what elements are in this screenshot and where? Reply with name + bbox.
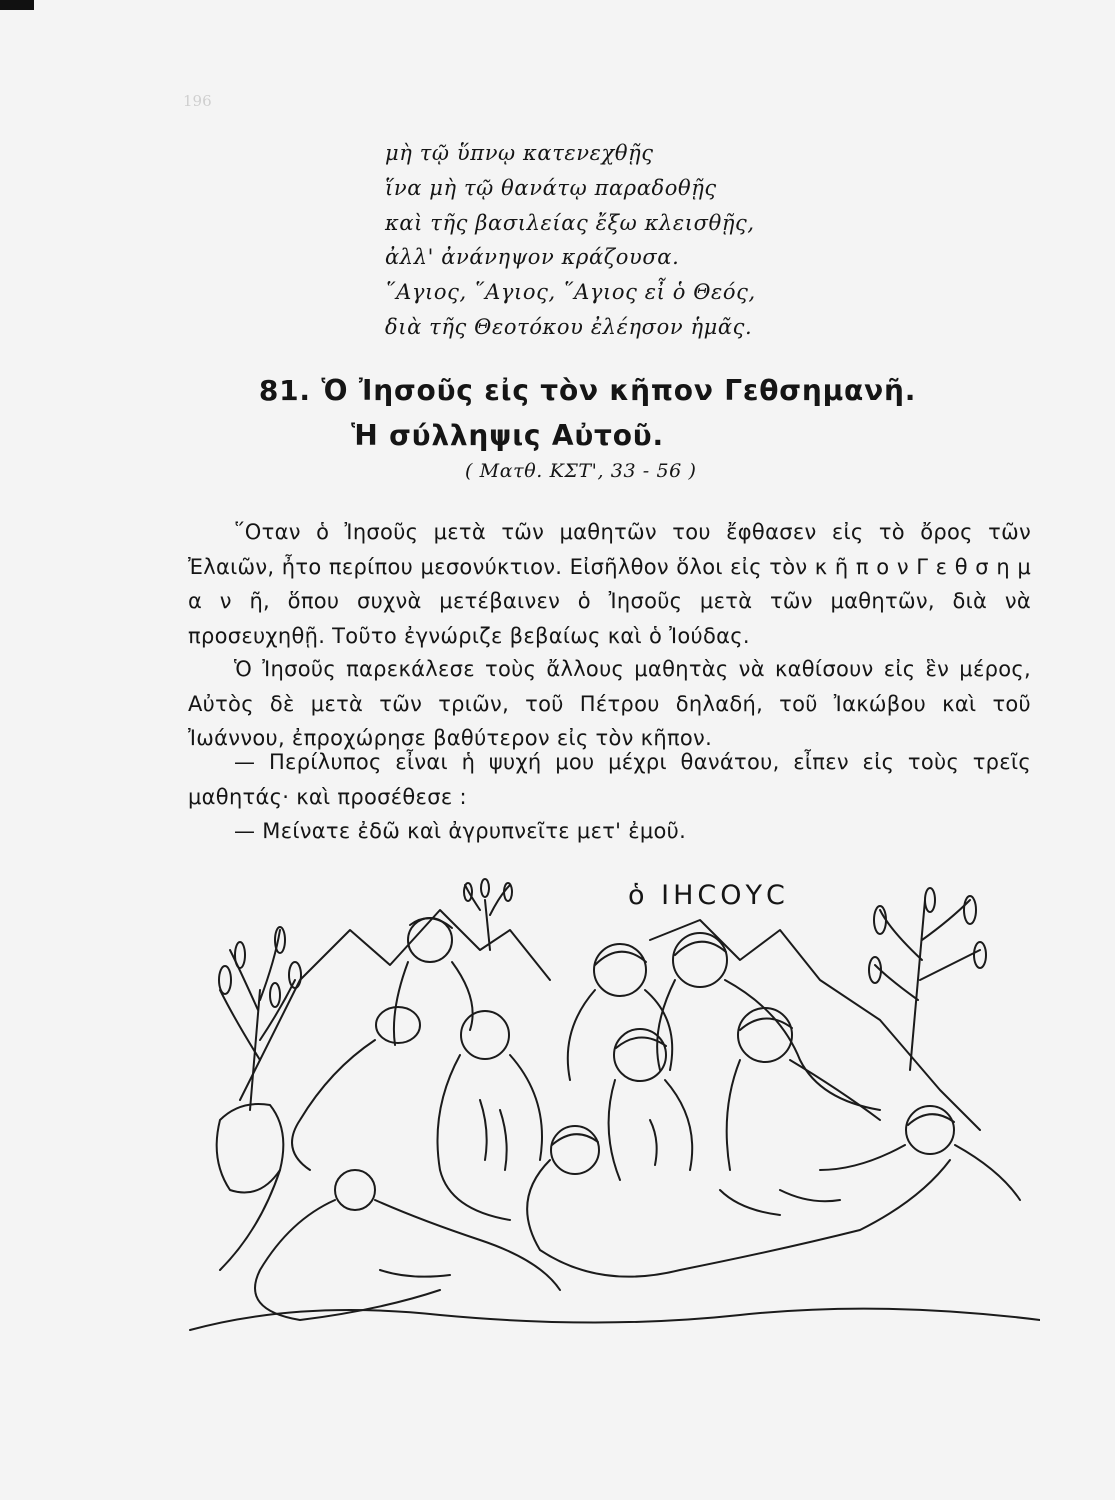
page-number: 196 (183, 92, 212, 110)
poem-line: διὰ τῆς Θεοτόκου ἐλέησον ἡμᾶς. (385, 314, 753, 339)
poem-line: καὶ τῆς βασιλείας ἔξω κλεισθῇς, (385, 210, 755, 235)
paragraph-2: Ὁ Ἰησοῦς παρεκάλεσε τοὺς ἄλλους μαθητὰς νὰ καθίσουν εἰς ἓν μέρος, Αὐτὸς δὲ μετὰ τῶν τριῶν, τοῦ Πέτρου δηλαδή, τοῦ Ἰακώβου καὶ τοῦ Ἰωάννου, ἐπροχώρησε βαθύτερον εἰς τὸν κῆπον. (188, 657, 1031, 750)
section-title: 81. Ὁ Ἰησοῦς εἰς τὸν κῆπον Γεθσημανῆ. (258, 374, 917, 407)
section-subtitle: Ἡ σύλληψις Αὐτοῦ. (351, 419, 664, 452)
poem-line: μὴ τῷ ὕπνῳ κατενεχθῇς (385, 141, 654, 165)
sleeping-disciples-drawing (180, 870, 1040, 1370)
dialogue-line-2: — Μείνατε ἐδῶ καὶ ἀγρυπνεῖτε μετ' ἐμοῦ. (234, 819, 687, 843)
poem-line: ἀλλ' ἀνάνηψον κράζουσα. (385, 245, 680, 270)
dialogue-line-1: — Περίλυπος εἶναι ἡ ψυχή μου μέχρι θανάτου, εἶπεν εἰς τοὺς τρεῖς μαθητάς· καὶ προσέθεσε : (188, 750, 1031, 809)
scripture-reference: ( Ματθ. ΚΣΤ', 33 - 56 ) (465, 460, 697, 482)
poem-line: ῞Αγιος, ῞Αγιος, ῞Αγιος εἶ ὁ Θεός, (385, 280, 756, 305)
scan-corner-mark (0, 0, 34, 10)
gethsemane-illustration (180, 870, 1040, 1370)
poem-line: ἵνα μὴ τῷ θανάτῳ παραδοθῇς (385, 175, 717, 200)
paragraph-1: ῞Οταν ὁ Ἰησοῦς μετὰ τῶν μαθητῶν του ἔφθασεν εἰς τὸ ὄρος τῶν Ἐλαιῶν, ἦτο περίπου μεσονύκτιον. Εἰσῆλθον ὅλοι εἰς τὸν κ ῆ π ο ν Γ ε θ σ η μ α ν ῆ, ὅπου συχνὰ μετέβαινεν ὁ Ἰησοῦς μετὰ τῶν μαθητῶν, διὰ νὰ προσευχηθῇ. Τοῦτο ἐγνώριζε βεβαίως καὶ ὁ Ἰούδας. (188, 520, 1031, 648)
hymn-poem (385, 136, 756, 345)
illustration-label-jesus: ὁ ΙΗϹΟΥϹ (628, 880, 789, 911)
